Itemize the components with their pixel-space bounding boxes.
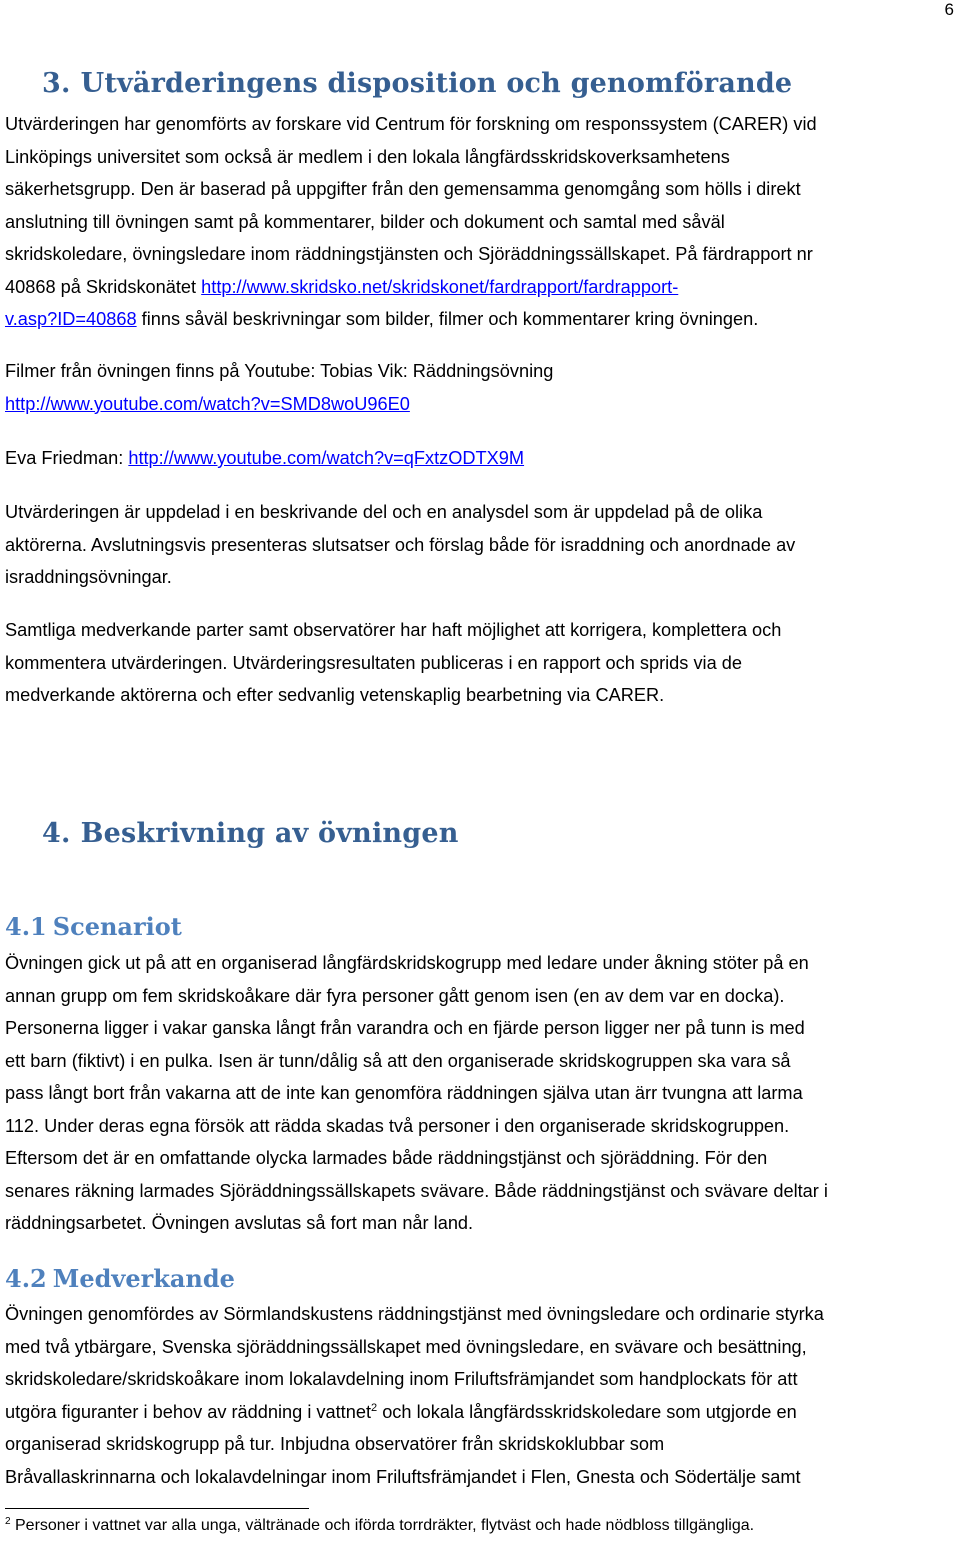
text-line: skridskoledare, övningsledare inom räddningstjänsten och Sjöräddningssällskapet. På färdrapport nr [5, 244, 813, 264]
section-3-number: 3. [42, 68, 71, 99]
section-4-2-heading [5, 1264, 235, 1293]
text-line: annan grupp om fem skridskoåkare där fyra personer gått genom isen (en av dem var en docka). [5, 985, 785, 1006]
section-4-2-title: Medverkande [52, 1264, 235, 1293]
text-line: aktörerna. Avslutningsvis presenteras slutsatser och förslag både för israddning och anordnade av [5, 534, 796, 555]
text-line: Utvärderingen har genomförts av forskare vid Centrum för forskning om responssystem (CARER) vid [5, 114, 817, 134]
text-line [5, 303, 960, 336]
text-line: säkerhetsgrupp. Den är baserad på uppgifter från den gemensamma genomgång som hölls i direkt [5, 179, 801, 199]
text-line: Filmer från övningen finns på Youtube: Tobias Vik: Räddningsövning [5, 361, 554, 381]
text-line: medverkande aktörerna och efter sedvanlig vetenskaplig bearbetning via CARER. [5, 685, 665, 705]
text-fragment: finns såväl beskrivningar som bilder, filmer och kommentarer kring övningen. [136, 309, 759, 329]
text-line [5, 442, 960, 475]
section-4-number: 4. [42, 818, 71, 849]
section-4-1-number: 4.1 [5, 912, 47, 941]
section-3-title: Utvärderingens disposition och genomförande [80, 68, 793, 99]
skridsko-link[interactable]: http://www.skridsko.net/skridskonet/fardrapport/fardrapport- [201, 276, 679, 297]
text-line: Samtliga medverkande parter samt observatörer har haft möjlighet att korrigera, komplettera och [5, 620, 782, 640]
footnote [5, 1517, 754, 1535]
skridsko-link-continued[interactable]: v.asp?ID=40868 [5, 309, 137, 329]
text-line: Eftersom det är en omfattande olycka larmades både räddningstjänst och sjöräddning. För den [5, 1148, 768, 1168]
section-4-heading [42, 818, 459, 849]
text-line [5, 1396, 960, 1429]
footnote-text: Personer i vattnet var alla unga, vältränade och iförda torrdräkter, flytväst och hade nödbloss tillgängliga. [10, 1517, 755, 1534]
section-3-paragraph-2 [5, 355, 960, 420]
text-line: israddningsövningar. [5, 567, 172, 587]
text-line: med två ytbärgare, Svenska sjöräddningssällskapet med övningsledare, en svävare och besättning, [5, 1336, 807, 1357]
section-4-1-heading [5, 912, 182, 941]
text-line: skridskoledare/skridskoåkare inom lokalavdelning inom Friluftsfrämjandet som handplockats för att [5, 1369, 798, 1389]
youtube-link-tobias[interactable]: http://www.youtube.com/watch?v=SMD8woU96E0 [5, 393, 410, 414]
text-fragment: Eva Friedman: [5, 448, 129, 468]
text-line: anslutning till övningen samt på kommentarer, bilder och dokument och samtal med såväl [5, 211, 725, 232]
text-line: Utvärderingen är uppdelad i en beskrivande del och en analysdel som är uppdelad på de olika [5, 502, 763, 522]
text-line: räddningsarbetet. Övningen avslutas så fort man når land. [5, 1213, 474, 1233]
section-4-1-title: Scenariot [52, 912, 182, 941]
section-3-heading [42, 68, 792, 99]
section-4-2-number: 4.2 [5, 1264, 47, 1293]
footnote-reference[interactable]: 2 [371, 1401, 378, 1414]
section-3-paragraph-4 [5, 496, 960, 594]
text-line: Personerna ligger i vakar ganska långt från varandra och en fjärde person ligger ner på tunn is med [5, 1018, 805, 1038]
text-line: senares räkning larmades Sjöräddningssällskapets svävare. Både räddningstjänst och svävare deltar i [5, 1180, 828, 1201]
section-4-title: Beskrivning av övningen [80, 818, 459, 849]
text-line: 112. Under deras egna försök att rädda skadas två personer i den organiserade skridskogruppen. [5, 1115, 790, 1136]
section-3-paragraph-3 [5, 442, 960, 475]
text-fragment: 40868 på Skridskonätet [5, 276, 202, 297]
text-fragment: och lokala långfärdsskridskoledare som utgjorde en [377, 1401, 797, 1422]
section-3-paragraph-1 [5, 108, 960, 336]
text-line: Linköpings universitet som också är medlem i den lokala långfärdsskridskoverksamhetens [5, 146, 730, 167]
text-line: Bråvallaskrinnarna och lokalavdelningar inom Friluftsfrämjandet i Flen, Gnesta och Södertälje samt [5, 1466, 801, 1487]
text-fragment: utgöra figuranter i behov av räddning i vattnet [5, 1401, 372, 1422]
text-line: ett barn (fiktivt) i en pulka. Isen är tunn/dålig så att den organiserade skridskogruppen ska vara så [5, 1050, 791, 1071]
section-4-2-paragraph [5, 1298, 960, 1493]
text-line [5, 271, 960, 304]
text-line: Övningen genomfördes av Sörmlandskustens räddningstjänst med övningsledare och ordinarie styrka [5, 1304, 824, 1324]
text-line: kommentera utvärderingen. Utvärderingsresultaten publiceras i en rapport och sprids via de [5, 652, 742, 673]
text-line: organiserad skridskogrupp på tur. Inbjudna observatörer från skridskoklubbar som [5, 1434, 665, 1454]
footnote-marker: 2 [5, 1516, 11, 1527]
page-number: 6 [944, 0, 954, 19]
youtube-link-eva[interactable]: http://www.youtube.com/watch?v=qFxtzODTX9M [128, 448, 525, 468]
text-line [5, 388, 960, 421]
footnote-divider [5, 1508, 309, 1509]
section-3-paragraph-5 [5, 614, 960, 712]
text-line: Övningen gick ut på att en organiserad långfärdskridskogrupp med ledare under åkning stöter på en [5, 953, 809, 973]
text-line: pass långt bort från vakarna att de inte kan genomföra räddningen själva utan ärr tvungna att larma [5, 1083, 803, 1103]
section-4-1-paragraph [5, 947, 960, 1240]
